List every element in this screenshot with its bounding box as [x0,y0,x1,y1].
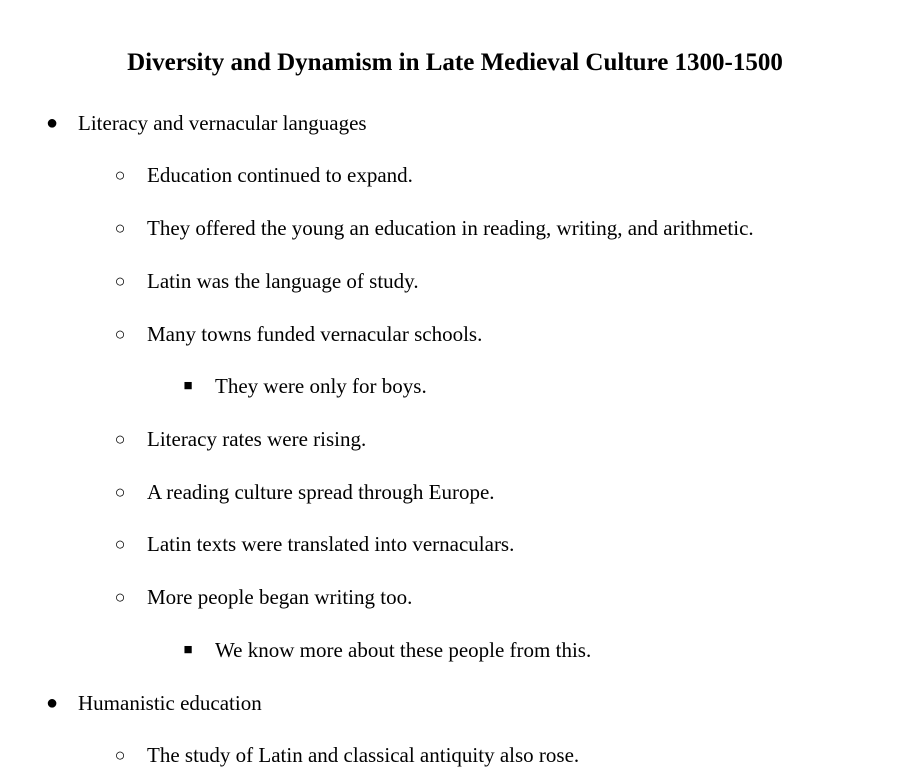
list-item-text: Latin texts were translated into vernaculars. [147,532,515,556]
filled-square-bullet-icon: ■ [183,642,193,658]
filled-circle-bullet-icon: ● [45,692,59,714]
list-item-text: They were only for boys. [215,374,427,398]
list-item-text: The study of Latin and classical antiquity also rose. [147,743,580,767]
hollow-circle-bullet-icon: ○ [114,587,126,607]
list-item-text: Many towns funded vernacular schools. [147,322,483,346]
hollow-circle-bullet-icon: ○ [114,482,126,502]
hollow-circle-bullet-icon: ○ [114,271,126,291]
filled-circle-bullet-icon: ● [45,112,59,134]
document-title: Diversity and Dynamism in Late Medieval Culture 1300-1500 [127,49,783,76]
hollow-circle-bullet-icon: ○ [114,429,126,449]
filled-square-bullet-icon: ■ [183,378,193,394]
hollow-circle-bullet-icon: ○ [114,165,126,185]
hollow-circle-bullet-icon: ○ [114,218,126,238]
list-item-text: More people began writing too. [147,585,413,609]
list-item-text: Literacy rates were rising. [147,427,367,451]
list-item-text: Latin was the language of study. [147,269,419,293]
hollow-circle-bullet-icon: ○ [114,324,126,344]
list-item-text: Education continued to expand. [147,163,413,187]
hollow-circle-bullet-icon: ○ [114,534,126,554]
list-item-text: A reading culture spread through Europe. [147,480,495,504]
list-item-text: Literacy and vernacular languages [78,111,367,135]
list-item-text: Humanistic education [78,691,262,715]
hollow-circle-bullet-icon: ○ [114,745,126,765]
list-item-text: They offered the young an education in reading, writing, and arithmetic. [147,216,754,240]
list-item-text: We know more about these people from this. [215,638,592,662]
